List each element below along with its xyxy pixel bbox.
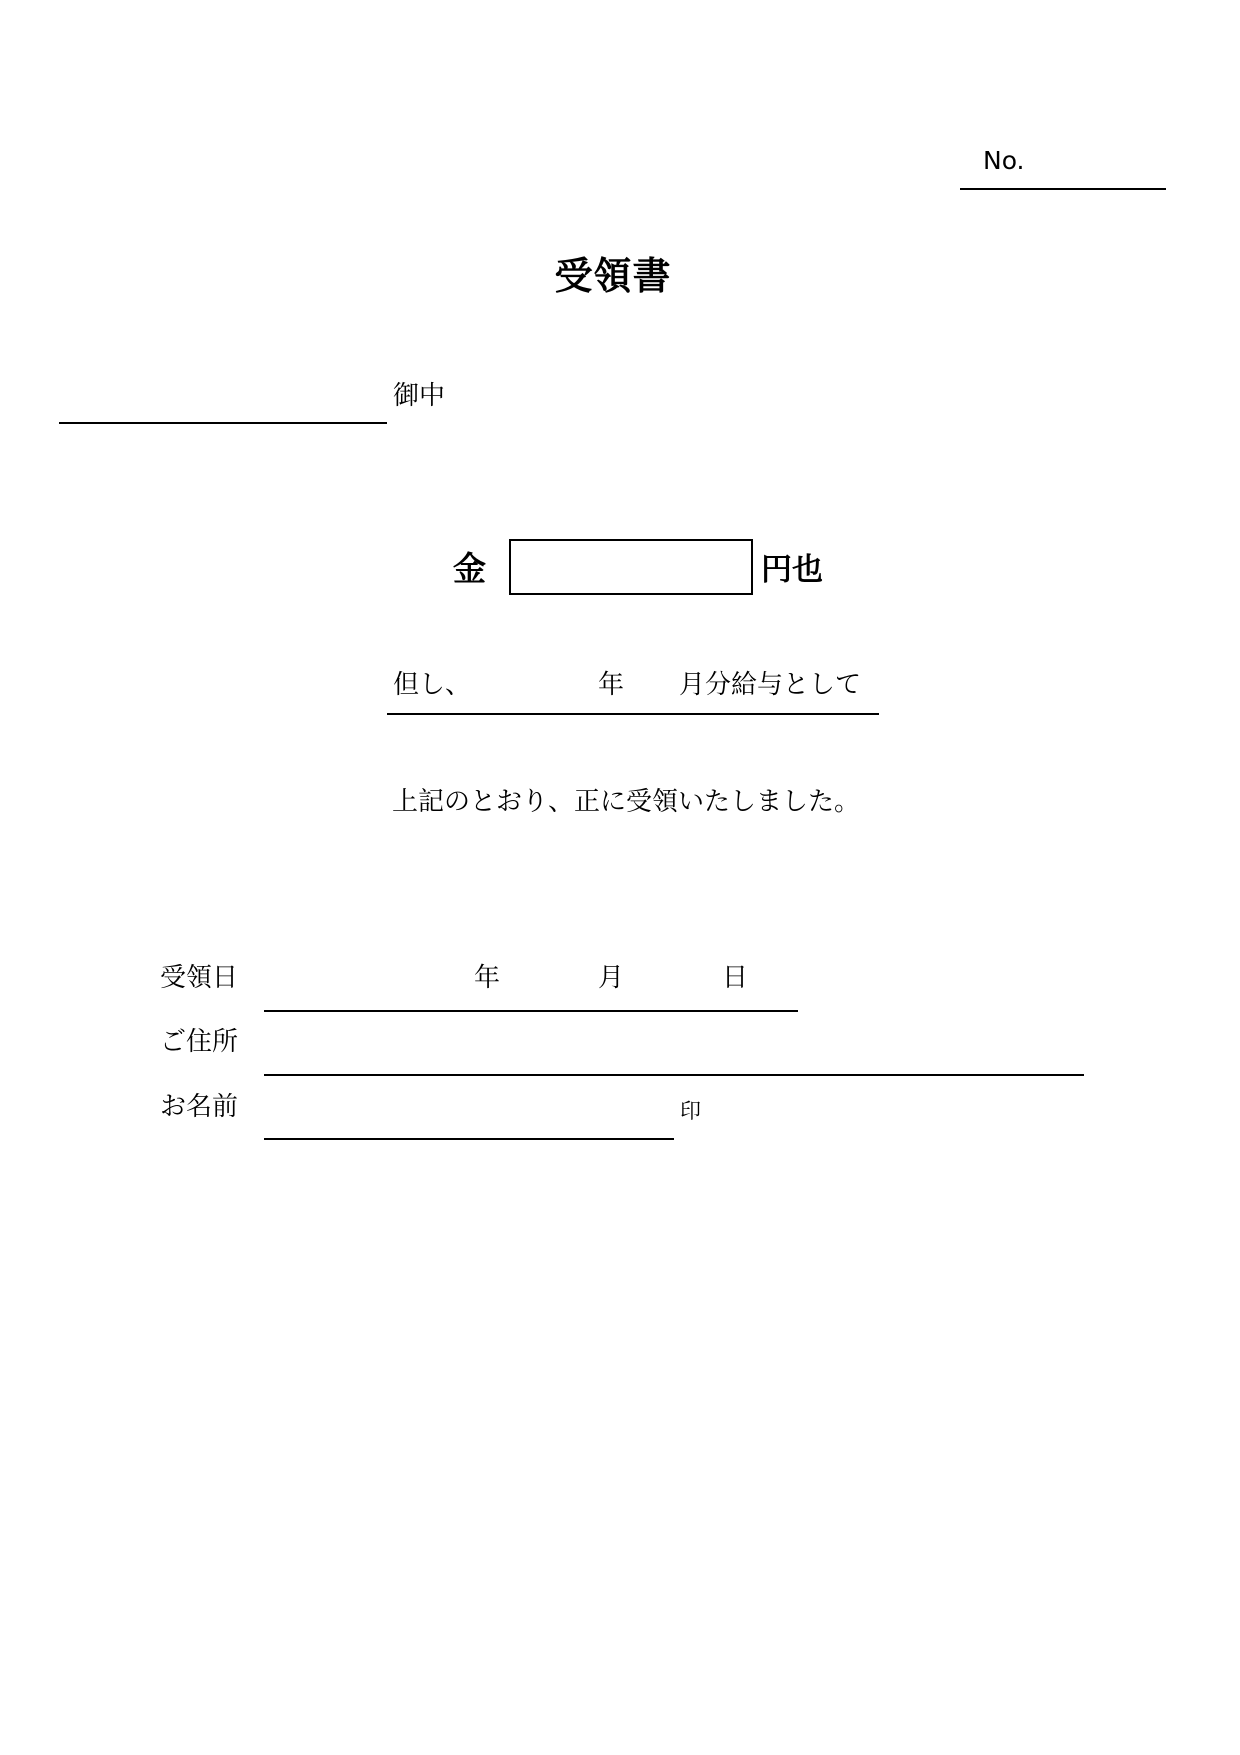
purpose-field[interactable]: [387, 713, 879, 715]
name-label: お名前: [160, 1092, 239, 1122]
document-number-label: No.: [983, 146, 1025, 175]
seal-label: 印: [680, 1099, 701, 1123]
document-title: 受領書: [554, 254, 672, 298]
receipt-date-field[interactable]: [264, 1010, 798, 1012]
amount-suffix: 円也: [761, 552, 823, 588]
document-number-field[interactable]: [960, 188, 1166, 190]
purpose-label: 但し、: [393, 670, 472, 700]
purpose-year-unit: 年: [598, 670, 625, 700]
receipt-date-label: 受領日: [160, 963, 239, 993]
receipt-year-unit: 年: [474, 963, 501, 993]
purpose-tail: 月分給与として: [679, 670, 862, 700]
name-field[interactable]: [264, 1138, 674, 1140]
receipt-month-unit: 月: [598, 963, 625, 993]
address-field[interactable]: [264, 1074, 1084, 1076]
address-label: ご住所: [160, 1027, 239, 1057]
receipt-day-unit: 日: [722, 963, 749, 993]
receipt-statement: 上記のとおり、正に受領いたしました。: [392, 787, 861, 817]
amount-prefix: 金: [453, 549, 486, 588]
amount-field[interactable]: [509, 539, 753, 595]
addressee-suffix: 御中: [393, 381, 446, 411]
addressee-field[interactable]: [59, 422, 387, 424]
